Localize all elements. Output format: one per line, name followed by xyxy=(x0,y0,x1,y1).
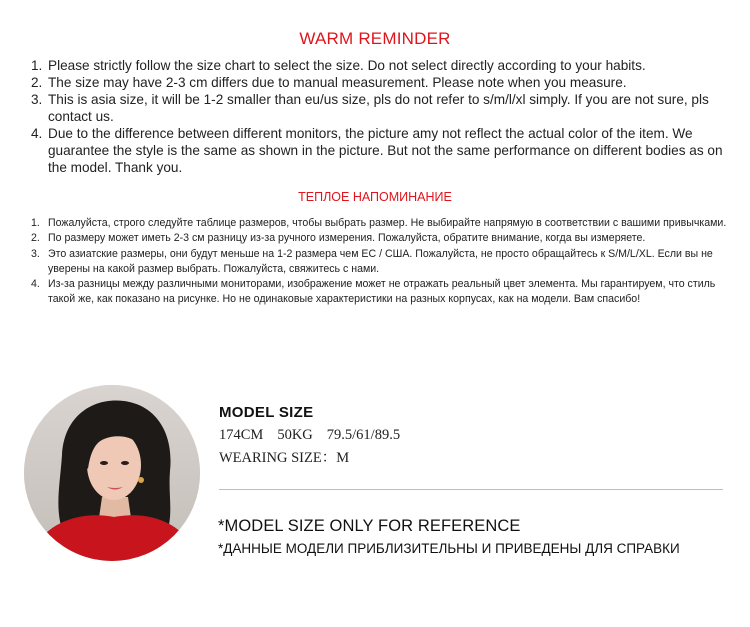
reminder-item-text: Это азиатские размеры, они будут меньше на 1-2 размера чем ЕС / США. Пожалуйста, не просто обращайтесь к S/M/L/XL. Если вы не уверены на какой размер выбрать. Пожалуйста, свяжитесь с нами. xyxy=(48,247,713,275)
model-stats xyxy=(219,427,400,444)
warm-reminder-title: WARM REMINDER xyxy=(299,29,451,48)
reminder-item-text: По размеру может иметь 2-3 см разницу из-за ручного измерения. Пожалуйста, обратите внимание, когда вы измеряете. xyxy=(48,232,646,245)
model-size-title: MODEL SIZE xyxy=(219,404,314,421)
reminder-item-en-1 xyxy=(31,57,731,74)
reminder-item-ru-3 xyxy=(31,247,731,278)
reference-note-en: *MODEL SIZE ONLY FOR REFERENCE xyxy=(218,517,521,535)
reminder-item-text: Due to the difference between different monitors, the picture amy not reflect the actual color of the item. We guarantee the style is the same as shown in the picture. But not the same performance on different bodies as on the model. Thank you. xyxy=(48,126,723,175)
reminder-item-number: 2. xyxy=(31,75,43,90)
wearing-size-value: M xyxy=(336,450,350,466)
reminder-item-en-4 xyxy=(31,125,731,176)
reminder-list-ru xyxy=(31,216,731,308)
model-avatar xyxy=(24,385,200,561)
reminder-item-en-2 xyxy=(31,74,731,91)
reminder-item-ru-2 xyxy=(31,231,731,246)
model-weight: 50KG xyxy=(277,427,313,443)
reminder-item-text: This is asia size, it will be 1-2 smaller than eu/us size, pls do not refer to s/m/l/xl simply. If you are not sure, pls contact us. xyxy=(48,92,709,124)
model-measurements: 79.5/61/89.5 xyxy=(326,427,401,443)
reminder-list-en xyxy=(31,57,731,176)
model-height: 174CM xyxy=(219,427,264,443)
reminder-item-ru-4 xyxy=(31,277,731,308)
reminder-item-number: 1. xyxy=(31,217,40,229)
section-divider xyxy=(219,489,723,490)
reminder-item-text: Пожалуйста, строго следуйте таблице размеров, чтобы выбрать размер. Не выбирайте напрямую в соответствии с вашими привычками. xyxy=(48,217,727,229)
reference-note-ru: *ДАННЫЕ МОДЕЛИ ПРИБЛИЗИТЕЛЬНЫ И ПРИВЕДЕНЫ ДЛЯ СПРАВКИ xyxy=(218,541,680,556)
reminder-item-ru-1 xyxy=(31,216,731,231)
reminder-item-text: Please strictly follow the size chart to select the size. Do not select directly according to your habits. xyxy=(48,58,646,73)
reminder-item-number: 1. xyxy=(31,58,43,73)
wearing-size xyxy=(219,446,349,467)
reminder-item-text: Из-за разницы между различными мониторами, изображение может не отражать реальный цвет элемента. Мы гарантируем, что стиль такой же, как показано на рисунке. Но не одинаковые характеристики на разных корпусах, как на модели. Вам спасибо! xyxy=(48,278,716,306)
wearing-size-label: WEARING SIZE： xyxy=(219,450,337,466)
reminder-item-number: 4. xyxy=(31,278,40,291)
reminder-item-en-3 xyxy=(31,91,731,125)
reminder-item-number: 4. xyxy=(31,126,43,141)
warm-reminder-title-ru: ТЕПЛОЕ НАПОМИНАНИЕ xyxy=(298,190,452,204)
reminder-item-number: 3. xyxy=(31,247,40,260)
reminder-item-text: The size may have 2-3 cm differs due to manual measurement. Please note when you measure. xyxy=(48,75,627,90)
reminder-item-number: 2. xyxy=(31,232,40,245)
reminder-item-number: 3. xyxy=(31,92,43,107)
model-portrait-icon xyxy=(24,385,200,561)
